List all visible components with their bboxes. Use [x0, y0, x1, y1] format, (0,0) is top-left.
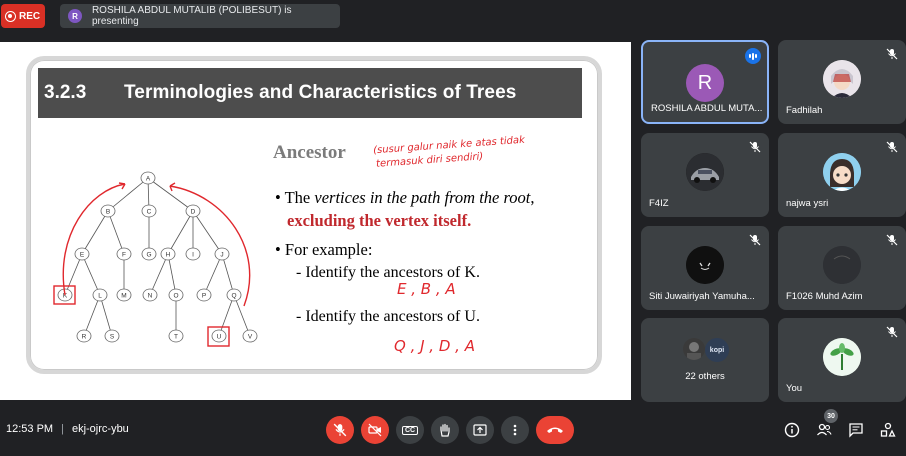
activities-icon — [880, 422, 896, 438]
avatar — [686, 153, 724, 191]
separator: | — [61, 423, 64, 435]
tree-node-label: V — [247, 333, 253, 341]
participant-tile-azim[interactable] — [778, 226, 906, 310]
example-1: - Identify the ancestors of K. — [296, 264, 480, 281]
mic-off-icon — [333, 423, 347, 437]
raise-hand-button[interactable] — [431, 416, 459, 444]
example-2: - Identify the ancestors of U. — [296, 308, 480, 325]
recording-label: REC — [19, 10, 41, 22]
activities-button[interactable] — [879, 421, 897, 439]
record-icon — [5, 11, 16, 22]
mic-off-icon — [749, 141, 761, 153]
tree-node-label: O — [173, 292, 179, 300]
annotation-arc-left — [63, 184, 125, 295]
others-avatar-1 — [683, 338, 705, 360]
tree-node-label: B — [105, 208, 111, 216]
chat-icon — [848, 422, 864, 438]
tree-node-label: N — [147, 292, 153, 300]
answer-2: Q , J , D , A — [394, 337, 475, 355]
participant-name: F1026 Muhd Azim — [786, 291, 863, 302]
avatar — [686, 246, 724, 284]
tree-node-label: S — [109, 333, 115, 341]
presenter-avatar: R — [68, 9, 82, 23]
tree-node-label: E — [79, 251, 85, 259]
people-button[interactable] — [815, 421, 833, 439]
tree-node-label: F — [122, 251, 126, 259]
top-bar — [0, 0, 906, 32]
participant-name: Fadhilah — [786, 105, 823, 116]
info-icon — [784, 422, 800, 438]
tree-node-label: D — [190, 208, 196, 216]
meeting-details — [6, 423, 129, 435]
participant-name: F4IZ — [649, 198, 669, 209]
meeting-time: 12:53 PM — [6, 423, 54, 435]
camera-button[interactable] — [361, 416, 389, 444]
participant-tile-presenter[interactable] — [641, 40, 769, 124]
answer-1: E , B , A — [397, 280, 456, 298]
tree-node-label: M — [121, 292, 127, 300]
annotation-arc-right — [170, 186, 250, 306]
tree-node-label: C — [146, 208, 152, 216]
speaking-indicator-icon — [745, 48, 761, 64]
participant-tile-others[interactable] — [641, 318, 769, 402]
leave-call-button[interactable] — [536, 416, 574, 444]
participant-name: You — [786, 383, 803, 394]
present-now-button[interactable] — [466, 416, 494, 444]
avatar — [823, 246, 861, 284]
mic-off-icon — [886, 326, 898, 338]
presenting-banner[interactable] — [60, 4, 340, 28]
tree-node-label: G — [146, 251, 152, 259]
mic-off-icon — [886, 234, 898, 246]
mic-off-icon — [886, 141, 898, 153]
tree-node-label: K — [62, 292, 68, 300]
tree-node-label: Q — [231, 292, 237, 300]
meeting-code[interactable]: ekj-ojrc-ybu — [71, 423, 129, 435]
tree-node-label: L — [98, 292, 102, 300]
more-options-button[interactable] — [501, 416, 529, 444]
handwritten-note-1: (susur galur naik ke atas tidak — [372, 134, 526, 157]
participant-name: Siti Juwairiyah Yamuha... — [649, 291, 755, 302]
tree-node-label: P — [201, 292, 207, 300]
participant-tile-fadhilah[interactable] — [778, 40, 906, 124]
mic-off-icon — [886, 48, 898, 60]
avatar — [823, 60, 861, 98]
participant-tile-siti[interactable] — [641, 226, 769, 310]
recording-indicator[interactable] — [1, 4, 45, 28]
participant-name: 22 others — [685, 371, 725, 382]
participant-tile-f4iz[interactable] — [641, 133, 769, 217]
camera-off-icon — [368, 423, 382, 437]
presentation-stage — [0, 42, 631, 400]
tree-node-label: R — [81, 333, 87, 341]
participant-name: ROSHILA ABDUL MUTA... — [651, 103, 763, 114]
captions-button[interactable] — [396, 416, 424, 444]
slide-title: Terminologies and Characteristics of Trees — [124, 82, 517, 103]
participant-tile-you[interactable] — [778, 318, 906, 402]
avatar: R — [686, 64, 724, 102]
bottom-bar — [0, 406, 906, 456]
avatar — [823, 338, 861, 376]
tree-node-label: T — [174, 333, 178, 341]
hand-icon — [438, 423, 452, 437]
captions-icon: CC — [402, 426, 418, 435]
handwritten-note-2: termasuk diri sendiri) — [375, 151, 484, 170]
definition-line-1 — [275, 188, 535, 208]
term-heading: Ancestor — [273, 142, 346, 163]
mic-off-icon — [749, 234, 761, 246]
participant-tile-najwa[interactable] — [778, 133, 906, 217]
slide-section-number: 3.2.3 — [44, 82, 87, 103]
present-screen-icon — [473, 423, 487, 437]
definition-lead: • The — [275, 188, 315, 207]
tree-node-label: A — [145, 175, 151, 183]
example-heading: • For example: — [275, 240, 373, 259]
definition-comma: , — [530, 188, 535, 207]
others-avatar-2: kopi — [705, 338, 729, 362]
more-vert-icon — [508, 423, 522, 437]
people-icon — [816, 422, 832, 438]
participant-count-badge: 30 — [824, 409, 838, 423]
tree-node-label: H — [165, 251, 171, 259]
definition-italic: vertices in the path from the root — [314, 188, 531, 207]
definition-line-2: excluding the vertex itself. — [287, 211, 472, 230]
tree-node-label: J — [220, 251, 224, 259]
meeting-info-button[interactable] — [783, 421, 801, 439]
hang-up-icon — [546, 425, 564, 435]
tree-node-label: U — [216, 333, 222, 341]
tree-node-label: I — [192, 251, 194, 259]
presenting-text: ROSHILA ABDUL MUTALIB (POLIBESUT) is presenting — [91, 5, 292, 27]
chat-button[interactable] — [847, 421, 865, 439]
avatar — [823, 153, 861, 191]
slide — [26, 56, 602, 374]
microphone-button[interactable] — [326, 416, 354, 444]
participant-name: najwa ysri — [786, 198, 829, 209]
